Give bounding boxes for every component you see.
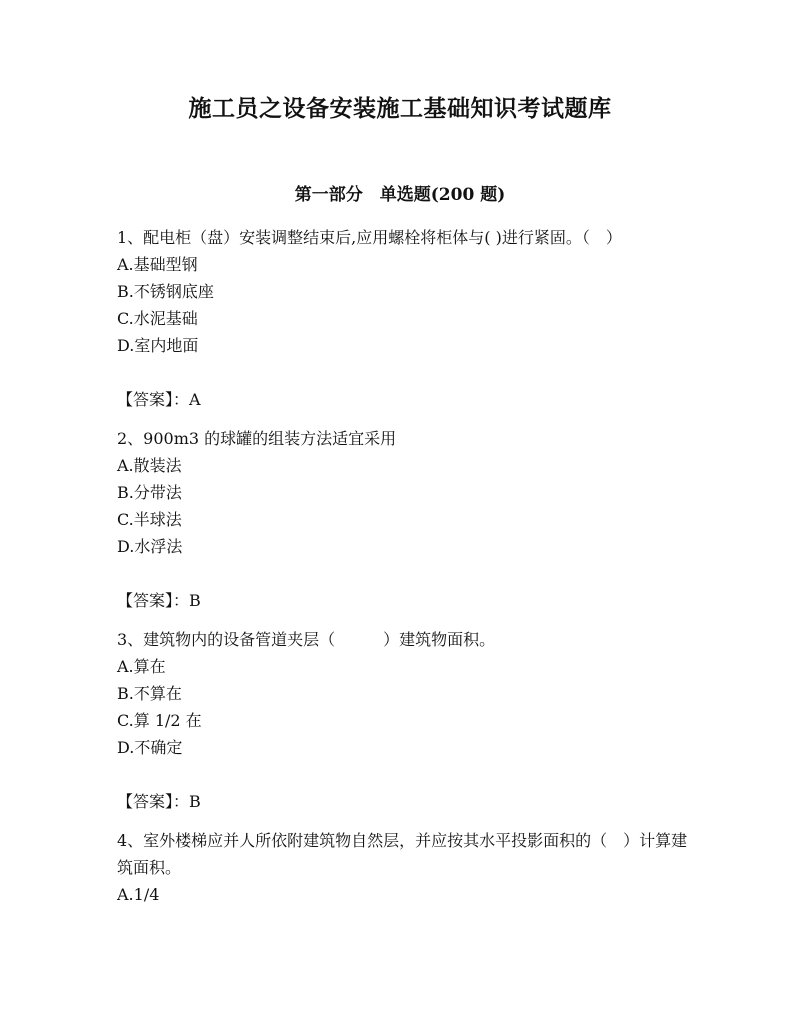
option-list — [117, 653, 692, 761]
option-d: D.水浮法 — [117, 537, 183, 556]
answer-line: 【答案】：B — [117, 792, 201, 811]
option-d: D.不确定 — [117, 738, 183, 757]
answer-line: 【答案】：A — [117, 390, 201, 409]
option-a: A.算在 — [117, 657, 166, 676]
document-title: 施工员之设备安装施工基础知识考试题库 — [188, 95, 612, 122]
option-list — [117, 452, 692, 560]
question-4 — [117, 827, 692, 908]
option-b: B.不锈钢底座 — [117, 282, 214, 301]
option-c: C.水泥基础 — [117, 309, 198, 328]
question-stem: 1、配电柜（盘）安装调整结束后,应用螺栓将柜体与( )进行紧固。（ ） — [117, 228, 622, 247]
option-a: A.散装法 — [117, 456, 182, 475]
question-3 — [117, 626, 692, 815]
question-stem: 2、900m3 的球罐的组装方法适宜采用 — [117, 429, 397, 448]
option-d: D.室内地面 — [117, 336, 199, 355]
section-title: 第一部分 单选题(200 题) — [294, 185, 506, 205]
option-b: B.不算在 — [117, 684, 182, 703]
option-list — [117, 881, 692, 908]
option-c: C.半球法 — [117, 510, 182, 529]
question-stem: 3、建筑物内的设备管道夹层（ ）建筑物面积。 — [117, 630, 496, 649]
option-b: B.分带法 — [117, 483, 182, 502]
question-stem: 4、室外楼梯应并人所依附建筑物自然层，并应按其水平投影面积的（ ）计算建筑面积。 — [117, 831, 688, 877]
answer-line: 【答案】：B — [117, 591, 201, 610]
question-2 — [117, 425, 692, 614]
option-a: A.基础型钢 — [117, 255, 198, 274]
option-a: A.1/4 — [117, 885, 160, 904]
question-1 — [117, 224, 692, 413]
option-c: C.算 1/2 在 — [117, 711, 202, 730]
option-list — [117, 251, 692, 359]
question-list — [117, 224, 692, 908]
